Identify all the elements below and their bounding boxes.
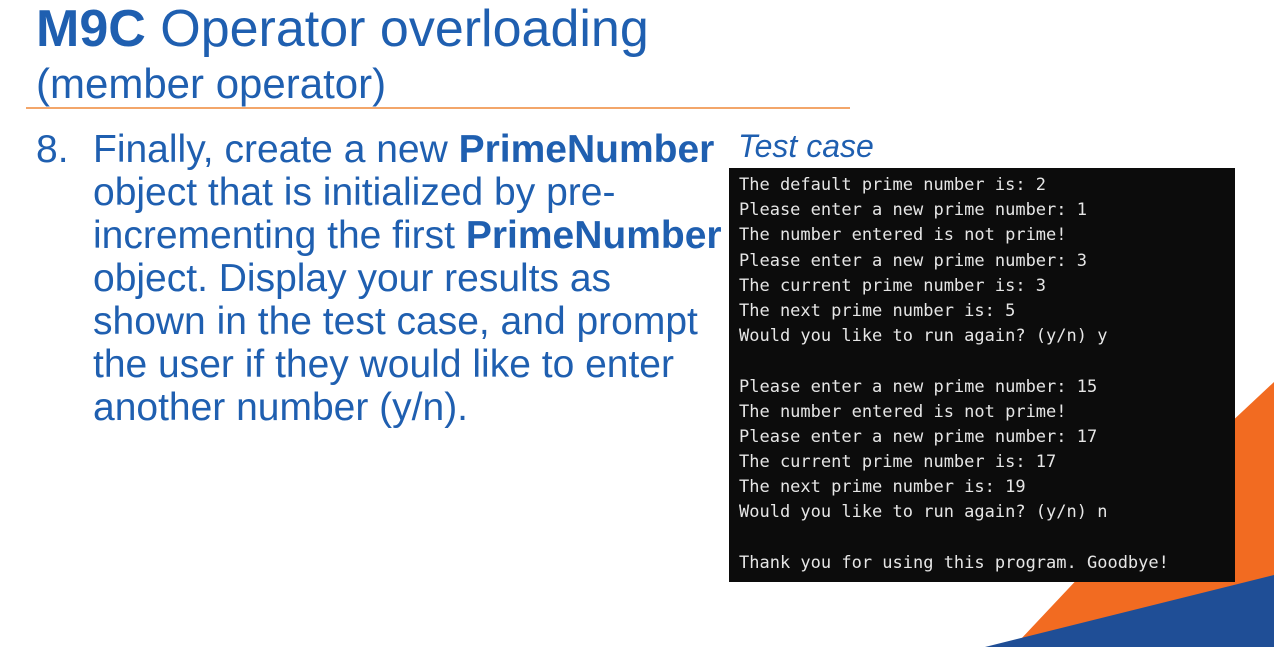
title-divider <box>26 107 850 109</box>
console-line: Please enter a new prime number: 1 <box>739 200 1087 221</box>
step-text-part3: object. Display your results as shown in the test case, and prompt the user if they would like to enter another number (y/n). <box>93 257 698 429</box>
console-line: The next prime number is: 5 <box>739 300 1016 321</box>
title-main <box>36 0 856 58</box>
console-line: Please enter a new prime number: 17 <box>739 426 1098 447</box>
step-text <box>93 128 723 429</box>
title-code: M9C <box>36 0 146 58</box>
console-line: The number entered is not prime! <box>739 225 1067 246</box>
console-line <box>739 526 1235 551</box>
console-line: The next prime number is: 19 <box>739 477 1026 498</box>
console-line: Would you like to run again? (y/n) y <box>739 326 1108 347</box>
console-output <box>729 168 1235 582</box>
step-text-bold1: PrimeNumber <box>458 128 715 171</box>
step-number: 8. <box>36 128 69 171</box>
console-line <box>739 349 1235 374</box>
console-line: The current prime number is: 17 <box>739 452 1057 473</box>
console-line: The number entered is not prime! <box>739 401 1067 422</box>
console-line: Would you like to run again? (y/n) n <box>739 502 1108 523</box>
slide-title <box>36 0 856 108</box>
console-line: Please enter a new prime number: 15 <box>739 376 1098 397</box>
step-text-bold2: PrimeNumber <box>465 214 722 257</box>
title-subtitle: (member operator) <box>36 60 387 107</box>
console-line: The default prime number is: 2 <box>739 175 1047 195</box>
console-line: Thank you for using this program. Goodbye! <box>739 552 1169 573</box>
step-text-part2: object that is initialized by pre-incrementing the first <box>93 171 616 257</box>
console-line: The current prime number is: 3 <box>739 275 1047 296</box>
test-case-label: Test case <box>738 128 874 164</box>
step-text-part1: Finally, create a new <box>93 128 459 171</box>
console-line: Please enter a new prime number: 3 <box>739 250 1087 271</box>
title-text: Operator overloading <box>160 0 649 58</box>
